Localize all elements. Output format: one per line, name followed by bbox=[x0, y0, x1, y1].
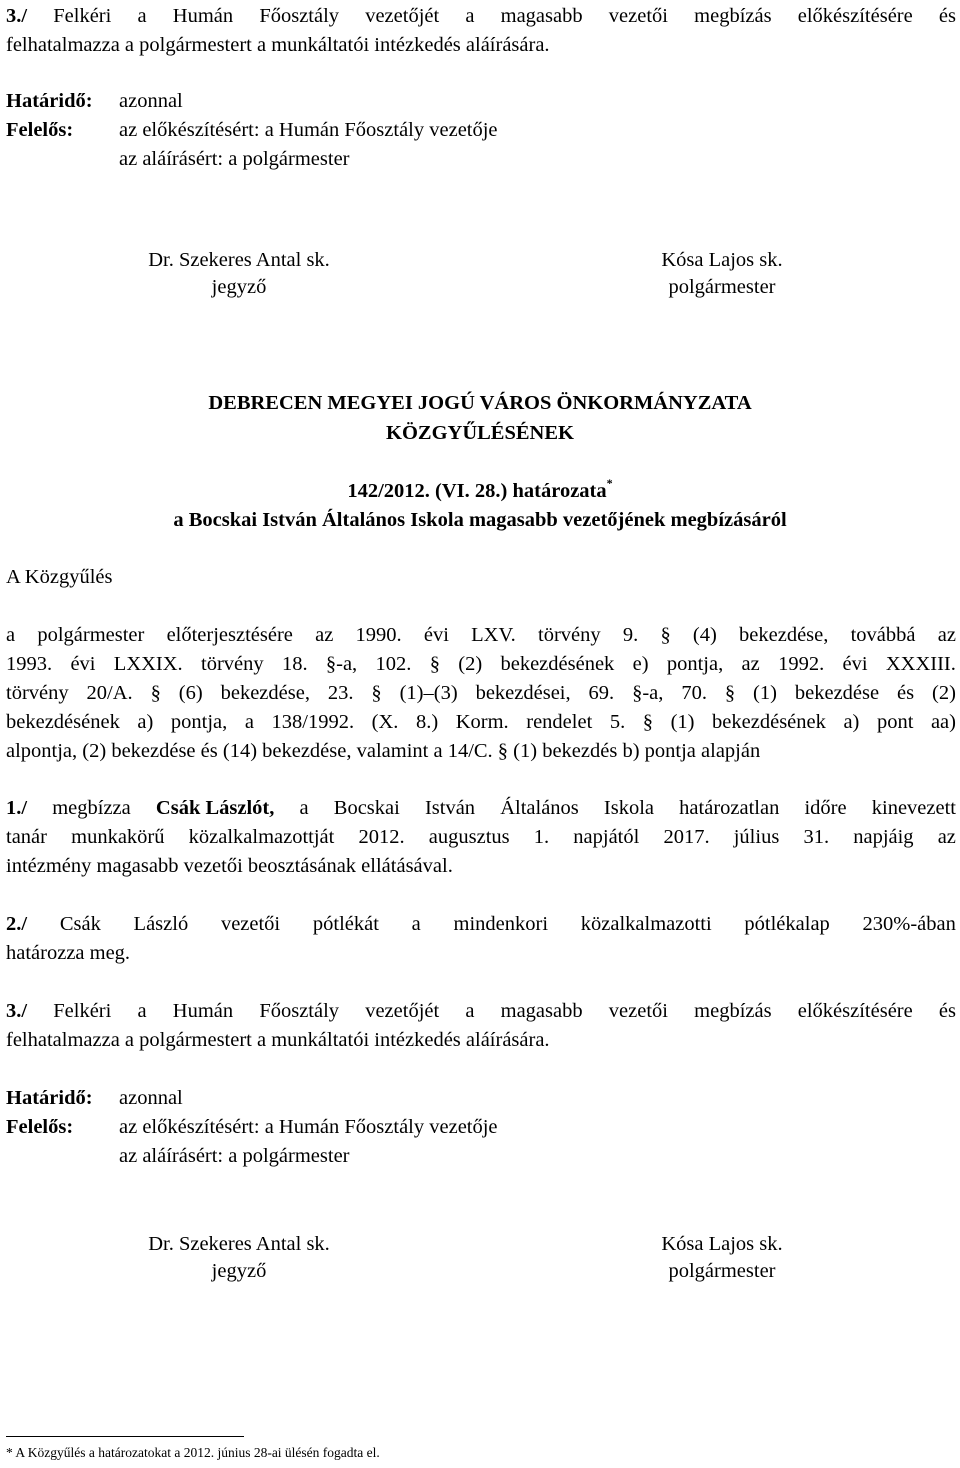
item1-number: 1./ bbox=[6, 797, 28, 819]
word: 1. bbox=[533, 826, 550, 848]
word: 2017. bbox=[663, 826, 710, 848]
top-deadline-label: Határidő: bbox=[6, 90, 93, 112]
word: 1992. bbox=[778, 653, 825, 675]
mayor-name: Kósa Lajos sk. bbox=[661, 249, 783, 271]
word: tanár bbox=[6, 826, 47, 848]
top-responsible bbox=[6, 120, 498, 141]
legal-basis-line bbox=[6, 683, 956, 704]
responsible bbox=[6, 1117, 498, 1138]
word: (X. bbox=[371, 711, 399, 733]
legal-basis-line bbox=[6, 654, 956, 675]
word: a bbox=[299, 797, 309, 819]
top-deadline-value: azonnal bbox=[119, 90, 183, 112]
legal-basis-line bbox=[6, 712, 956, 733]
top-deadline bbox=[6, 91, 183, 112]
word: határozatlan bbox=[679, 797, 780, 819]
clerk-name: Dr. Szekeres Antal sk. bbox=[148, 1233, 330, 1255]
word: 23. bbox=[327, 682, 354, 704]
top-responsible-value2: az aláírásért: a polgármester bbox=[119, 148, 350, 170]
word: és bbox=[897, 682, 915, 704]
word: közalkalmazotti bbox=[580, 913, 712, 935]
footnote-rule bbox=[6, 1436, 244, 1437]
word: törvény bbox=[201, 653, 264, 675]
clerk-name: Dr. Szekeres Antal sk. bbox=[148, 249, 330, 271]
legal-basis-last-line: alpontja, (2) bekezdése és (14) bekezdése, valamint a 14/C. § (1) bekezdés b) pontja alapján bbox=[6, 740, 761, 762]
signature-mayor-1 bbox=[632, 250, 812, 297]
top-item3-number: 3./ bbox=[6, 5, 28, 27]
word: évi bbox=[842, 653, 868, 675]
top-responsible-label: Felelős: bbox=[6, 119, 74, 141]
word: megbízza bbox=[52, 797, 131, 819]
word: előterjesztésére bbox=[166, 624, 293, 646]
word: vezetői bbox=[608, 1000, 668, 1022]
word: (4) bbox=[692, 624, 717, 646]
word: pont bbox=[876, 711, 914, 733]
word: László bbox=[133, 913, 189, 935]
word: 2./ bbox=[6, 913, 28, 935]
clerk-role: jegyző bbox=[211, 275, 267, 298]
word: és bbox=[938, 5, 956, 27]
word: Főosztály bbox=[259, 5, 340, 27]
word: 20/A. bbox=[86, 682, 133, 704]
word: 138/1992. bbox=[271, 711, 355, 733]
footnote-marker: * bbox=[606, 476, 613, 490]
word: napjáig bbox=[853, 826, 914, 848]
word: §-a, bbox=[325, 653, 358, 675]
item3-line2: felhatalmazza a polgármestert a munkáltatói intézkedés aláírására. bbox=[6, 1029, 550, 1051]
item1-line3: intézmény magasabb vezetői beosztásának ellátásával. bbox=[6, 855, 453, 877]
word: 18. bbox=[281, 653, 308, 675]
word: 8.) bbox=[415, 711, 439, 733]
item1-line2 bbox=[6, 827, 956, 848]
word: augusztus bbox=[428, 826, 510, 848]
word: pontja, bbox=[666, 653, 724, 675]
word: bekezdése bbox=[794, 682, 880, 704]
mayor-role: polgármester bbox=[668, 275, 776, 298]
word: vezetői bbox=[608, 5, 668, 27]
word: a bbox=[465, 1000, 475, 1022]
word: (6) bbox=[178, 682, 203, 704]
word: Felkéri bbox=[53, 5, 112, 27]
item1-line1 bbox=[6, 798, 956, 819]
item2-line2: határozza meg. bbox=[6, 942, 131, 964]
word: törvény bbox=[6, 682, 69, 704]
word: (1) bbox=[670, 711, 695, 733]
word: Felkéri bbox=[53, 1000, 112, 1022]
clerk-role: jegyző bbox=[211, 1259, 267, 1282]
mayor-name: Kósa Lajos sk. bbox=[661, 1233, 783, 1255]
word: megbízás bbox=[694, 5, 772, 27]
word: magasabb bbox=[500, 5, 583, 27]
word: István bbox=[424, 797, 476, 819]
word: munkakörű bbox=[71, 826, 165, 848]
word: bekezdése, bbox=[220, 682, 310, 704]
word: 9. bbox=[622, 624, 639, 646]
top-responsible-value1: az előkészítésért: a Humán Főosztály vezetője bbox=[119, 119, 498, 141]
word: Humán bbox=[172, 1000, 234, 1022]
word: a bbox=[137, 5, 147, 27]
header-line1: DEBRECEN MEGYEI JOGÚ VÁROS ÖNKORMÁNYZATA bbox=[208, 392, 752, 414]
word: magasabb bbox=[500, 1000, 583, 1022]
word: Iskola bbox=[603, 797, 655, 819]
word: XXXIII. bbox=[885, 653, 956, 675]
word: bekezdésének bbox=[712, 711, 826, 733]
word: LXV. bbox=[471, 624, 516, 646]
footnote: * A Közgyűlés a határozatokat a 2012. június 28-ai ülésén fogadta el. bbox=[6, 1445, 380, 1460]
word: az bbox=[741, 653, 760, 675]
word: előkészítésére bbox=[797, 5, 913, 27]
word: Humán bbox=[172, 5, 234, 27]
word: a bbox=[244, 711, 254, 733]
word: pótlékalap bbox=[744, 913, 830, 935]
word: § bbox=[724, 682, 736, 704]
word: vezetőjét bbox=[365, 5, 440, 27]
word: a bbox=[411, 913, 421, 935]
word: a) bbox=[843, 711, 860, 733]
word: évi bbox=[423, 624, 449, 646]
word: Főosztály bbox=[259, 1000, 340, 1022]
word: előkészítésére bbox=[797, 1000, 913, 1022]
word: 230%-ában bbox=[862, 913, 956, 935]
word: a bbox=[465, 5, 475, 27]
word: § bbox=[642, 711, 654, 733]
resolution-subject: a Bocskai István Általános Iskola magasabb vezetőjének megbízásáról bbox=[173, 509, 787, 531]
word: Korm. bbox=[455, 711, 509, 733]
responsible-label: Felelős: bbox=[6, 1116, 74, 1138]
top-item3-line1 bbox=[6, 6, 956, 27]
word: pótlékát bbox=[312, 913, 379, 935]
word: 69. bbox=[588, 682, 615, 704]
word: e) bbox=[632, 653, 649, 675]
word: 1990. bbox=[355, 624, 402, 646]
item2-line1 bbox=[6, 914, 956, 935]
word: § bbox=[660, 624, 671, 646]
word: 102. bbox=[375, 653, 412, 675]
word: 70. bbox=[681, 682, 707, 704]
word: mindenkori bbox=[453, 913, 549, 935]
word: LXXIX. bbox=[113, 653, 183, 675]
word: és bbox=[938, 1000, 956, 1022]
word: 2012. bbox=[358, 826, 405, 848]
signature-mayor-2 bbox=[632, 1234, 812, 1281]
assembly-label: A Közgyűlés bbox=[6, 566, 113, 588]
legal-basis-line bbox=[6, 625, 956, 646]
resolution-number: 142/2012. (VI. 28.) határozata* bbox=[347, 476, 613, 502]
word: közalkalmazottját bbox=[188, 826, 335, 848]
word: §-a, bbox=[632, 682, 664, 704]
signature-clerk-2 bbox=[126, 1234, 352, 1281]
word: (2) bbox=[458, 653, 483, 675]
word: Bocskai bbox=[333, 797, 400, 819]
word: időre bbox=[804, 797, 847, 819]
word: bekezdésének bbox=[500, 653, 615, 675]
deadline-value: azonnal bbox=[119, 1087, 183, 1109]
word: napjától bbox=[573, 826, 640, 848]
word: bekezdésének bbox=[6, 711, 120, 733]
word: § bbox=[150, 682, 161, 704]
word: 3./ bbox=[6, 1000, 28, 1022]
word: 1993. bbox=[6, 653, 53, 675]
mayor-role: polgármester bbox=[668, 1259, 776, 1282]
word: pontja, bbox=[170, 711, 228, 733]
word: továbbá bbox=[850, 624, 916, 646]
word: vezetői bbox=[220, 913, 281, 935]
item3-line1 bbox=[6, 1001, 956, 1022]
word: a) bbox=[137, 711, 154, 733]
responsible-value2: az aláírásért: a polgármester bbox=[119, 1145, 350, 1167]
word: az bbox=[315, 624, 334, 646]
word: törvény bbox=[538, 624, 601, 646]
word: (1) bbox=[753, 682, 777, 704]
top-item3-text-line2: felhatalmazza a polgármestert a munkáltatói intézkedés aláírására. bbox=[6, 34, 550, 56]
word: megbízás bbox=[694, 1000, 772, 1022]
word: aa) bbox=[930, 711, 956, 733]
word: § bbox=[429, 653, 440, 675]
word: polgármester bbox=[37, 624, 145, 646]
word: 5. bbox=[609, 711, 626, 733]
word: (1)–(3) bbox=[399, 682, 458, 704]
appointee-name: Csák Lászlót, bbox=[155, 797, 275, 819]
word: rendelet bbox=[526, 711, 593, 733]
word: évi bbox=[70, 653, 96, 675]
word: Általános bbox=[500, 797, 579, 819]
word: a bbox=[6, 624, 16, 646]
word: az bbox=[937, 826, 956, 848]
word: 31. bbox=[803, 826, 830, 848]
signature-clerk-1 bbox=[126, 250, 352, 297]
word: a bbox=[137, 1000, 147, 1022]
word: bekezdése, bbox=[739, 624, 829, 646]
word: bekezdései, bbox=[475, 682, 571, 704]
header-line2: KÖZGYŰLÉSÉNEK bbox=[386, 422, 574, 444]
word: vezetőjét bbox=[365, 1000, 440, 1022]
word: július bbox=[733, 826, 780, 848]
responsible-value1: az előkészítésért: a Humán Főosztály vezetője bbox=[119, 1116, 498, 1138]
deadline bbox=[6, 1088, 183, 1109]
word: (2) bbox=[932, 682, 956, 704]
word: § bbox=[371, 682, 382, 704]
word: az bbox=[937, 624, 956, 646]
word: kinevezett bbox=[871, 797, 956, 819]
word: Csák bbox=[59, 913, 101, 935]
deadline-label: Határidő: bbox=[6, 1087, 93, 1109]
